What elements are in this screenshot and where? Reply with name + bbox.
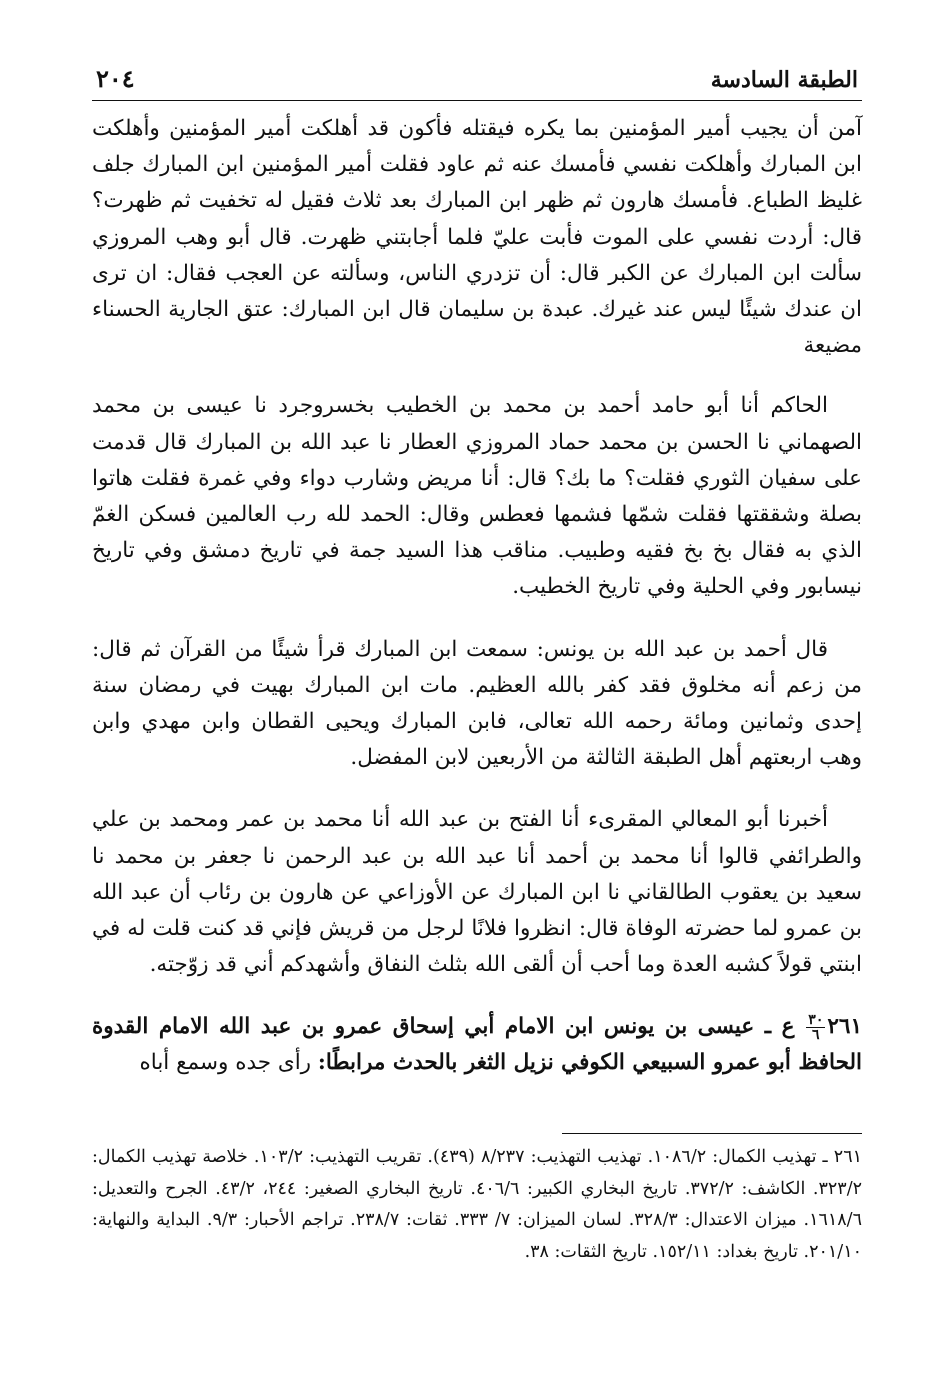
fraction-numerator: ٣٠ <box>808 1011 824 1028</box>
paragraph-4: أخبرنا أبو المعالي المقرىء أنا الفتح بن عبد الله أنا محمد بن عمر ومحمد بن علي والطرائفي قالوا أنا محمد بن أحمد أنا عبد الله بن عبد الرحمن نا جعفر بن محمد نا سعيد بن يعقوب الطالقاني نا ابن المبارك عن الأوزاعي عن هارون بن رئاب أن عبد الله بن عمرو لما حضرته الوفاة قال: انظروا فلانًا لرجل من قريش فإني قد كنت قلت له في ابنتي قولاً كشبه العدة وما أحب أن ألقى الله بثلث النفاق وأشهدكم أني قد زوّجته. <box>92 807 862 978</box>
paragraph-2: الحاكم أنا أبو حامد أحمد بن محمد بن الخطيب بخسروجرد نا عيسى بن محمد الصهماني نا الحسن بن محمد حماد المروزي العطار نا عبد الله بن المبارك قال قدمت على سفيان الثوري فقلت؟ ما بك؟ قال: أنا مريض وشارب دواء وفي غمرة فقلت هاتوا بصلة وشققتها فقلت شمّها فشمها فعطس وقال: الحمد لله رب العالمين فسكن الغمّ الذي به فقال بخ بخ فقيه وطبيب. مناقب هذا السيد جمة في تاريخ دمشق وفي تاريخ نيسابور وفي الحلية وفي تاريخ الخطيب. <box>92 393 862 600</box>
footnote-divider <box>562 1133 862 1134</box>
paragraph-1: آمن أن يجيب أمير المؤمنين بما يكره فيقتله فأكون قد أهلكت أمير المؤمنين وأهلكت ابن المبارك وأهلكت نفسي فأمسك عنه ثم عاود فقلت أمير المؤمنين ابن المبارك جلف غليظ الطباع. فأمسك هارون ثم ظهر ابن المبارك بعد ثلاث فقيل له تخفيت ثم ظهرت؟ قال: أردت نفسي على الموت فأبت عليّ فلما أجابتني ظهرت. قال أبو وهب المروزي سألت ابن المبارك عن الكبر قال: أن تزدري الناس، وسألته عن العجب فقال: ان ترى ان عندك شيئًا ليس عند غيرك. عبدة بن سليمان قال ابن المبارك: عتق الجارية الحسناء مضيعة <box>92 116 862 359</box>
biography-entry <box>92 1009 862 1081</box>
body-text <box>92 111 862 1081</box>
page-number: ٢٠٤ <box>96 64 135 93</box>
fraction-denominator: ٦ <box>812 1026 820 1043</box>
paragraph-3: قال أحمد بن عبد الله بن يونس: سمعت ابن المبارك قرأ شيئًا من القرآن ثم قال: من زعم أنه مخلوق فقد كفر بالله العظيم. مات ابن المبارك بهيت في رمضان سنة إحدى وثمانين ومائة رحمه الله تعالى، فابن المبارك ويحيى القطان وابن مهدي وابن وهب اربعتهم أهل الطبقة الثالثة من الأربعين لابن المفضل. <box>92 636 862 771</box>
entry-number: ٢٦١ <box>827 1014 862 1040</box>
book-page <box>92 64 862 1364</box>
entry-heading: ع ـ عيسى بن يونس ابن الامام أبي إسحاق عمرو بن عبد الله الامام القدوة الحافظ أبو عمرو السبيعي الكوفي نزيل الثغر بالحدث مرابطًا: <box>92 1014 862 1076</box>
entry-fraction <box>806 1013 825 1042</box>
entry-text: رأى جده وسمع أباه <box>139 1050 312 1076</box>
footnote: ٢٦١ ـ تهذيب الكمال: ١٠٨٦/٢. تهذيب التهذيب: ٨/٢٣٧ (٤٣٩). تقريب التهذيب: ١٠٣/٢. خلاصة تهذيب الكمال: ٣٢٣/٢. الكاشف: ٣٧٢/٢. تاريخ البخاري الكبير: ٤٠٦/٦. تاريخ البخاري الصغير: ٢٤٤، ٤٣/٢. الجرح والتعديل: ١٦١٨/٦. ميزان الاعتدال: ٣٢٨/٣. لسان الميزان: ٧/ ٣٣٣. ثقات: ٢٣٨/٧. تراجم الأحبار: ٩/٣. البداية والنهاية: ٢٠١/١٠. تاريخ بغداد: ١٥٢/١١. تاريخ الثقات: ٣٨. <box>92 1147 862 1262</box>
running-header <box>92 64 862 101</box>
chapter-title: الطبقة السادسة <box>710 67 858 93</box>
